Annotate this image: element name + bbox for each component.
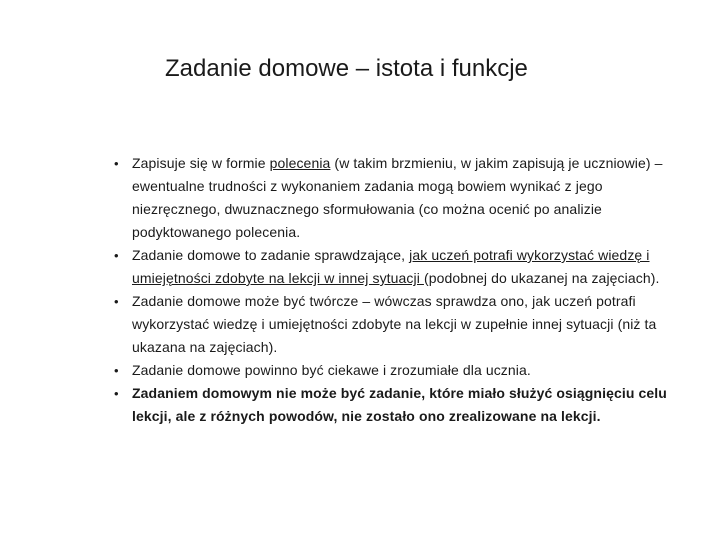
- bullet-text: Zadanie domowe może być twórcze – wówczas sprawdza ono, jak uczeń potrafi wykorzystać wiedzę i umiejętności zdobyte na lekcji w zupełnie innej sytuacji (niż ta ukazana na zajęciach).: [132, 293, 657, 355]
- bullet-item-4: [114, 359, 674, 382]
- bullet-item-3: [114, 290, 674, 359]
- bullet-dot-icon: •: [114, 386, 119, 401]
- bullet-item-5: [114, 382, 674, 428]
- bullet-dot-icon: •: [114, 156, 119, 171]
- bullet-text-underlined: jak uczeń potrafi wykorzystać wiedzę i umiejętności zdobyte na lekcji w innej sytuacji: [132, 247, 650, 286]
- bullet-text-after: (podobnej do ukazanej na zajęciach).: [423, 270, 660, 286]
- bullet-text-after: (w takim brzmieniu, w jakim zapisują je uczniowie) – ewentualne trudności z wykonaniem zadania mogą bowiem wynikać z jego niezręcznego, dwuznacznego sformułowania (co można ocenić po analizie podyktowanego polecenia.: [132, 155, 663, 240]
- bullet-text-underlined: polecenia: [269, 155, 331, 171]
- slide-title: Zadanie domowe – istota i funkcje: [165, 55, 528, 82]
- bullet-dot-icon: •: [114, 294, 119, 309]
- bullet-item-2: [114, 244, 674, 290]
- bullet-list: [114, 152, 674, 428]
- bullet-text: Zadanie domowe powinno być ciekawe i zrozumiałe dla ucznia.: [132, 362, 531, 378]
- bullet-dot-icon: •: [114, 363, 119, 378]
- bullet-text-before: Zadanie domowe to zadanie sprawdzające,: [132, 247, 410, 263]
- bullet-text-before: Zapisuje się w formie: [132, 155, 270, 171]
- bullet-text-bold: Zadaniem domowym nie może być zadanie, które miało służyć osiągnięciu celu lekcji, ale z różnych powodów, nie zostało ono zrealizowane na lekcji.: [132, 385, 667, 424]
- bullet-item-1: [114, 152, 674, 244]
- bullet-dot-icon: •: [114, 248, 119, 263]
